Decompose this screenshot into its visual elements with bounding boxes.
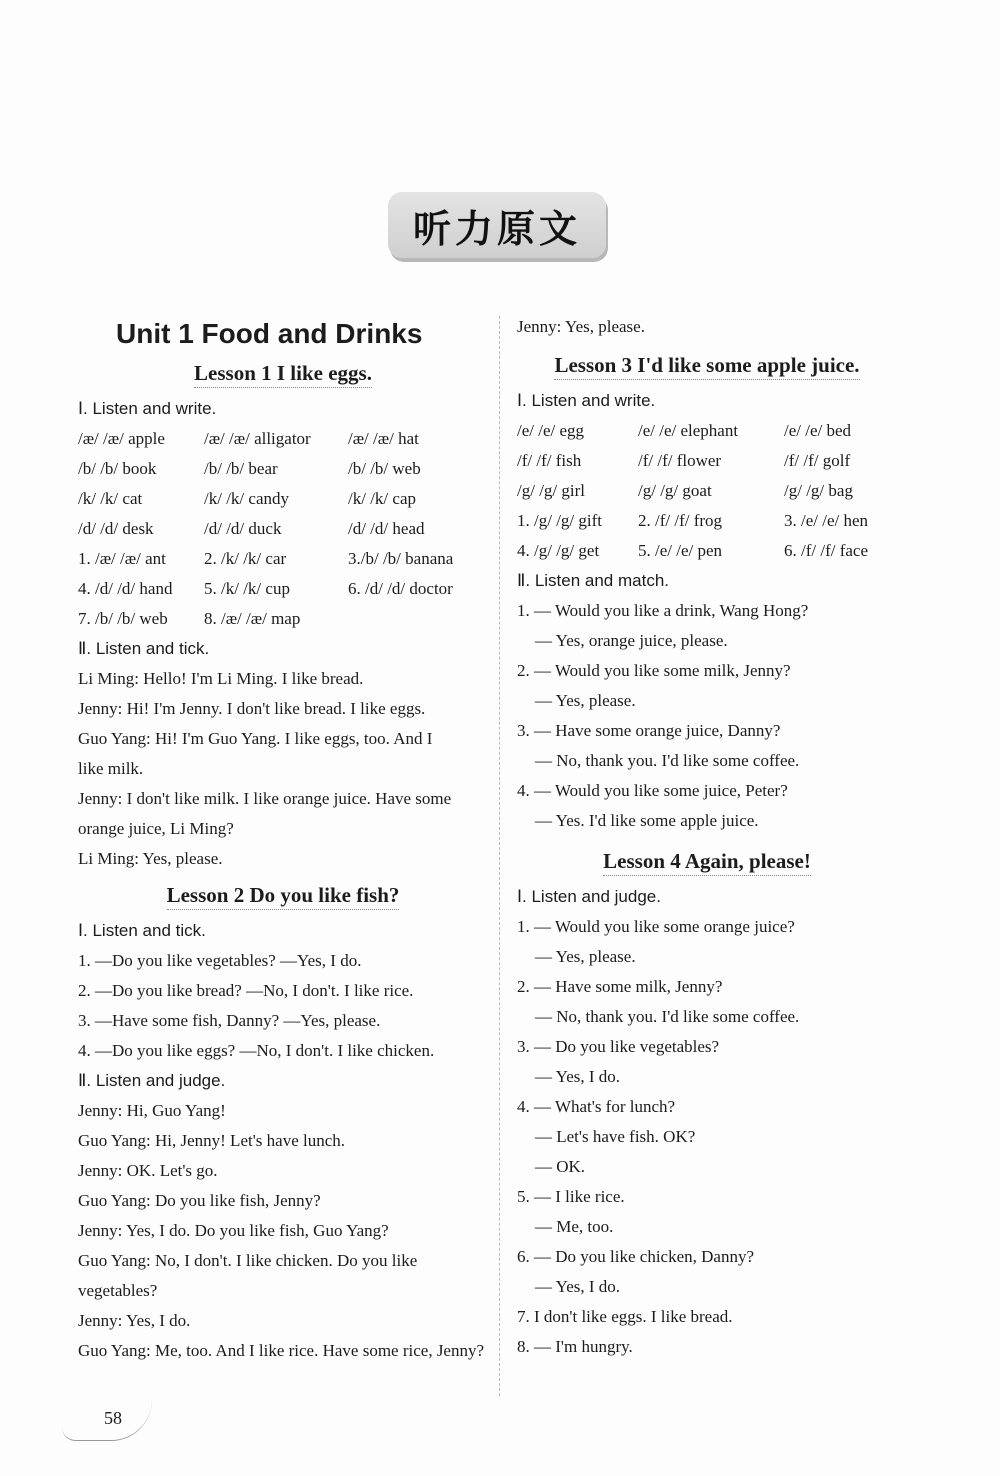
- lesson-3-title: [517, 348, 897, 386]
- pronunciation-item: /e/ /e/ egg: [517, 421, 585, 440]
- pronunciation-item: 6. /f/ /f/ face: [784, 541, 869, 560]
- lesson-2-title: [78, 878, 488, 916]
- pronunciation-row: [78, 424, 488, 454]
- right-column: [517, 312, 897, 1362]
- text-line: Guo Yang: No, I don't. I like chicken. Do you like: [78, 1251, 418, 1270]
- text-line: 3. — Do you like vegetables?: [517, 1037, 720, 1056]
- left-column: [78, 312, 488, 1366]
- pronunciation-item: 1. /æ/ /æ/ ant: [78, 549, 166, 568]
- pronunciation-item: /g/ /g/ bag: [784, 481, 853, 500]
- text-line: Jenny: OK. Let's go.: [78, 1161, 218, 1180]
- lesson-1-title: [78, 356, 488, 394]
- pronunciation-item: 4. /g/ /g/ get: [517, 541, 600, 560]
- text-line: Li Ming: Yes, please.: [78, 849, 223, 868]
- pronunciation-item: /d/ /d/ desk: [78, 519, 154, 538]
- text-line: — No, thank you. I'd like some coffee.: [535, 751, 800, 770]
- lesson-4-title: [517, 844, 897, 882]
- pronunciation-item: /d/ /d/ duck: [204, 519, 282, 538]
- pronunciation-row: [517, 506, 897, 536]
- text-line: — Yes, please.: [535, 947, 636, 966]
- lesson-2-section-2: Ⅱ. Listen and judge.: [78, 1071, 226, 1090]
- lesson-1-section-1: Ⅰ. Listen and write.: [78, 399, 217, 418]
- lesson-4-dialogue: [517, 912, 897, 1362]
- text-line: 1. —Do you like vegetables? —Yes, I do.: [78, 951, 362, 970]
- text-line: 3. —Have some fish, Danny? —Yes, please.: [78, 1011, 381, 1030]
- pronunciation-item: 2. /f/ /f/ frog: [638, 511, 723, 530]
- pronunciation-item: /b/ /b/ bear: [204, 459, 278, 478]
- lesson-1-dialogue: [78, 664, 488, 874]
- text-line: Jenny: Hi! I'm Jenny. I don't like bread. I like eggs.: [78, 699, 426, 718]
- text-line: vegetables?: [78, 1281, 158, 1300]
- pronunciation-row: [78, 514, 488, 544]
- pronunciation-item: 5. /e/ /e/ pen: [638, 541, 723, 560]
- continued-line: Jenny: Yes, please.: [517, 317, 645, 336]
- text-line: 7. I don't like eggs. I like bread.: [517, 1307, 733, 1326]
- page-header-badge: [388, 192, 606, 258]
- pronunciation-item: /d/ /d/ head: [348, 519, 425, 538]
- text-line: — Yes, I do.: [535, 1067, 621, 1086]
- pronunciation-item: /æ/ /æ/ hat: [348, 429, 419, 448]
- text-line: 3. — Have some orange juice, Danny?: [517, 721, 781, 740]
- text-line: — No, thank you. I'd like some coffee.: [535, 1007, 800, 1026]
- lesson-3-title-text: Lesson 3 I'd like some apple juice.: [554, 353, 859, 380]
- page-number: 58: [104, 1408, 122, 1428]
- pronunciation-item: /æ/ /æ/ apple: [78, 429, 165, 448]
- pronunciation-item: 3./b/ /b/ banana: [348, 549, 454, 568]
- pronunciation-item: /b/ /b/ book: [78, 459, 157, 478]
- text-line: 1. — Would you like a drink, Wang Hong?: [517, 601, 809, 620]
- lesson-3-dialogue: [517, 596, 897, 836]
- text-line: Jenny: Yes, I do.: [78, 1311, 191, 1330]
- pronunciation-row: [517, 446, 897, 476]
- text-line: Guo Yang: Me, too. And I like rice. Have some rice, Jenny?: [78, 1341, 485, 1360]
- text-line: Jenny: Hi, Guo Yang!: [78, 1101, 226, 1120]
- page-header-title: 听力原文: [412, 206, 581, 251]
- lesson-2-exercise-1: [78, 946, 488, 1066]
- text-line: 4. —Do you like eggs? —No, I don't. I like chicken.: [78, 1041, 435, 1060]
- text-line: 5. — I like rice.: [517, 1187, 625, 1206]
- pronunciation-item: /k/ /k/ candy: [204, 489, 289, 508]
- pronunciation-item: 1. /g/ /g/ gift: [517, 511, 602, 530]
- column-divider: [499, 316, 500, 1396]
- lesson-1-title-text: Lesson 1 I like eggs.: [194, 361, 372, 388]
- pronunciation-row: [517, 536, 897, 566]
- pronunciation-row: [517, 476, 897, 506]
- pronunciation-item: /b/ /b/ web: [348, 459, 421, 478]
- lesson-3-pronunciation-grid: [517, 416, 897, 566]
- pronunciation-row: [78, 454, 488, 484]
- pronunciation-item: /e/ /e/ bed: [784, 421, 852, 440]
- lesson-2-title-text: Lesson 2 Do you like fish?: [167, 883, 400, 910]
- pronunciation-row: [78, 544, 488, 574]
- text-line: — Yes, I do.: [535, 1277, 621, 1296]
- pronunciation-item: /k/ /k/ cap: [348, 489, 416, 508]
- pronunciation-row: [78, 484, 488, 514]
- lesson-1-section-2: Ⅱ. Listen and tick.: [78, 639, 210, 658]
- text-line: — Yes, please.: [535, 691, 636, 710]
- pronunciation-item: /æ/ /æ/ alligator: [204, 429, 311, 448]
- text-line: Li Ming: Hello! I'm Li Ming. I like bread.: [78, 669, 364, 688]
- text-line: 8. — I'm hungry.: [517, 1337, 633, 1356]
- text-line: 1. — Would you like some orange juice?: [517, 917, 795, 936]
- text-line: — OK.: [535, 1157, 586, 1176]
- pronunciation-row: [78, 604, 488, 634]
- lesson-2-dialogue: [78, 1096, 488, 1366]
- pronunciation-item: /f/ /f/ fish: [517, 451, 582, 470]
- text-line: orange juice, Li Ming?: [78, 819, 234, 838]
- text-line: Guo Yang: Hi! I'm Guo Yang. I like eggs, too. And I: [78, 729, 433, 748]
- pronunciation-item: 7. /b/ /b/ web: [78, 609, 168, 628]
- pronunciation-item: 4. /d/ /d/ hand: [78, 579, 173, 598]
- pronunciation-item: /g/ /g/ girl: [517, 481, 585, 500]
- pronunciation-item: /f/ /f/ flower: [638, 451, 722, 470]
- text-line: Jenny: Yes, I do. Do you like fish, Guo Yang?: [78, 1221, 389, 1240]
- text-line: 6. — Do you like chicken, Danny?: [517, 1247, 754, 1266]
- pronunciation-item: 6. /d/ /d/ doctor: [348, 579, 453, 598]
- lesson-4-section-1: Ⅰ. Listen and judge.: [517, 887, 661, 906]
- text-line: Guo Yang: Do you like fish, Jenny?: [78, 1191, 321, 1210]
- pronunciation-row: [517, 416, 897, 446]
- lesson-3-section-2: Ⅱ. Listen and match.: [517, 571, 670, 590]
- pronunciation-item: 2. /k/ /k/ car: [204, 549, 287, 568]
- pronunciation-item: /k/ /k/ cat: [78, 489, 143, 508]
- pronunciation-item: 3. /e/ /e/ hen: [784, 511, 869, 530]
- pronunciation-item: 5. /k/ /k/ cup: [204, 579, 290, 598]
- text-line: like milk.: [78, 759, 144, 778]
- text-line: 2. — Would you like some milk, Jenny?: [517, 661, 791, 680]
- pronunciation-item: /e/ /e/ elephant: [638, 421, 739, 440]
- lesson-3-section-1: Ⅰ. Listen and write.: [517, 391, 656, 410]
- text-line: 4. — What's for lunch?: [517, 1097, 676, 1116]
- lesson-2-section-1: Ⅰ. Listen and tick.: [78, 921, 206, 940]
- unit-title: Unit 1 Food and Drinks: [116, 318, 423, 349]
- text-line: — Me, too.: [535, 1217, 614, 1236]
- lesson-1-pronunciation-grid: [78, 424, 488, 634]
- text-line: Guo Yang: Hi, Jenny! Let's have lunch.: [78, 1131, 346, 1150]
- text-line: — Let's have fish. OK?: [535, 1127, 696, 1146]
- text-line: 2. — Have some milk, Jenny?: [517, 977, 723, 996]
- text-line: — Yes, orange juice, please.: [535, 631, 728, 650]
- pronunciation-row: [78, 574, 488, 604]
- pronunciation-item: /f/ /f/ golf: [784, 451, 851, 470]
- pronunciation-item: 8. /æ/ /æ/ map: [204, 609, 301, 628]
- text-line: Jenny: I don't like milk. I like orange juice. Have some: [78, 789, 452, 808]
- text-line: 2. —Do you like bread? —No, I don't. I like rice.: [78, 981, 414, 1000]
- text-line: 4. — Would you like some juice, Peter?: [517, 781, 788, 800]
- text-line: — Yes. I'd like some apple juice.: [535, 811, 759, 830]
- pronunciation-item: /g/ /g/ goat: [638, 481, 712, 500]
- lesson-4-title-text: Lesson 4 Again, please!: [603, 849, 811, 876]
